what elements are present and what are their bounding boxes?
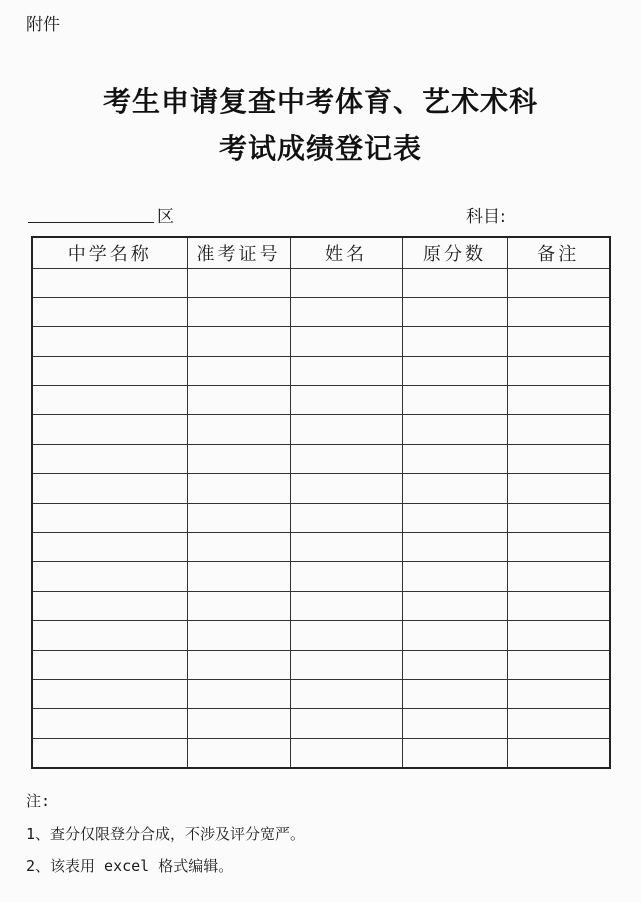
attachment-label: 附件 bbox=[26, 15, 60, 35]
table-cell[interactable] bbox=[290, 533, 402, 562]
table-cell[interactable] bbox=[32, 679, 187, 708]
table-cell[interactable] bbox=[507, 533, 610, 562]
table-cell[interactable] bbox=[290, 503, 402, 532]
table-cell[interactable] bbox=[32, 356, 187, 385]
table-cell[interactable] bbox=[32, 297, 187, 326]
table-cell[interactable] bbox=[507, 503, 610, 532]
table-cell[interactable] bbox=[290, 621, 402, 650]
table-cell[interactable] bbox=[187, 650, 290, 679]
notes-heading: 注: bbox=[26, 792, 51, 810]
table-cell[interactable] bbox=[187, 444, 290, 473]
table-cell[interactable] bbox=[507, 562, 610, 591]
table-cell[interactable] bbox=[507, 356, 610, 385]
table-cell[interactable] bbox=[507, 738, 610, 767]
table-cell[interactable] bbox=[290, 327, 402, 356]
district-label: 区 bbox=[157, 207, 174, 227]
table-cell[interactable] bbox=[187, 503, 290, 532]
table-row bbox=[32, 650, 610, 679]
table-cell[interactable] bbox=[402, 474, 507, 503]
table-cell[interactable] bbox=[402, 591, 507, 620]
table-cell[interactable] bbox=[402, 386, 507, 415]
table-cell[interactable] bbox=[187, 268, 290, 297]
table-cell[interactable] bbox=[290, 386, 402, 415]
table-cell[interactable] bbox=[187, 327, 290, 356]
registration-table bbox=[31, 236, 611, 769]
table-cell[interactable] bbox=[507, 709, 610, 738]
table-row bbox=[32, 297, 610, 326]
table-row bbox=[32, 709, 610, 738]
table-cell[interactable] bbox=[507, 679, 610, 708]
table-cell[interactable] bbox=[507, 621, 610, 650]
table-cell[interactable] bbox=[32, 650, 187, 679]
table-cell[interactable] bbox=[32, 709, 187, 738]
column-header-remarks: 备注 bbox=[507, 237, 610, 268]
district-blank-line bbox=[28, 222, 154, 223]
table-row bbox=[32, 621, 610, 650]
note-item-1: 1、查分仅限登分合成，不涉及评分宽严。 bbox=[26, 825, 306, 843]
note-item-2: 2、该表用 excel 格式编辑。 bbox=[26, 857, 234, 875]
table-cell[interactable] bbox=[187, 386, 290, 415]
table-cell[interactable] bbox=[507, 591, 610, 620]
table-cell[interactable] bbox=[402, 503, 507, 532]
column-header-name: 姓名 bbox=[290, 237, 402, 268]
table-row bbox=[32, 591, 610, 620]
table-cell[interactable] bbox=[402, 562, 507, 591]
table-cell[interactable] bbox=[187, 591, 290, 620]
table-cell[interactable] bbox=[290, 474, 402, 503]
table-cell[interactable] bbox=[402, 415, 507, 444]
subject-label: 科目: bbox=[466, 207, 506, 227]
table-row bbox=[32, 562, 610, 591]
table-cell[interactable] bbox=[402, 679, 507, 708]
table-cell[interactable] bbox=[507, 268, 610, 297]
table-row bbox=[32, 415, 610, 444]
table-body bbox=[32, 268, 610, 768]
table-cell[interactable] bbox=[290, 297, 402, 326]
table-cell[interactable] bbox=[187, 562, 290, 591]
table-cell[interactable] bbox=[32, 562, 187, 591]
table-cell[interactable] bbox=[402, 650, 507, 679]
table-cell[interactable] bbox=[402, 709, 507, 738]
table-row bbox=[32, 503, 610, 532]
table-row bbox=[32, 386, 610, 415]
table-cell[interactable] bbox=[187, 533, 290, 562]
table-cell[interactable] bbox=[507, 386, 610, 415]
column-header-original-score: 原分数 bbox=[402, 237, 507, 268]
form-title-line2: 考试成绩登记表 bbox=[218, 132, 422, 165]
table-cell[interactable] bbox=[507, 444, 610, 473]
table-cell[interactable] bbox=[32, 415, 187, 444]
table-cell[interactable] bbox=[402, 268, 507, 297]
table-cell[interactable] bbox=[290, 444, 402, 473]
table-cell[interactable] bbox=[187, 356, 290, 385]
table-cell[interactable] bbox=[402, 621, 507, 650]
column-header-school: 中学名称 bbox=[32, 237, 187, 268]
table-cell[interactable] bbox=[402, 738, 507, 767]
table-cell[interactable] bbox=[290, 268, 402, 297]
table-cell[interactable] bbox=[290, 709, 402, 738]
table-row bbox=[32, 533, 610, 562]
table-cell[interactable] bbox=[402, 444, 507, 473]
table-row bbox=[32, 327, 610, 356]
table-cell[interactable] bbox=[290, 679, 402, 708]
table-cell[interactable] bbox=[187, 415, 290, 444]
table-cell[interactable] bbox=[290, 591, 402, 620]
table-cell[interactable] bbox=[290, 356, 402, 385]
table-cell[interactable] bbox=[32, 621, 187, 650]
table-cell[interactable] bbox=[187, 297, 290, 326]
table-row bbox=[32, 356, 610, 385]
table-cell[interactable] bbox=[187, 738, 290, 767]
table-cell[interactable] bbox=[32, 327, 187, 356]
table-cell[interactable] bbox=[507, 415, 610, 444]
table-cell[interactable] bbox=[402, 356, 507, 385]
table-cell[interactable] bbox=[32, 533, 187, 562]
table-cell[interactable] bbox=[402, 533, 507, 562]
table-cell[interactable] bbox=[32, 386, 187, 415]
table-cell[interactable] bbox=[507, 474, 610, 503]
table-cell[interactable] bbox=[32, 591, 187, 620]
column-header-exam-id: 准考证号 bbox=[187, 237, 290, 268]
table-cell[interactable] bbox=[187, 474, 290, 503]
table-cell[interactable] bbox=[187, 679, 290, 708]
table-header-row bbox=[32, 237, 610, 268]
table-cell[interactable] bbox=[32, 268, 187, 297]
table-cell[interactable] bbox=[507, 327, 610, 356]
form-title-line1: 考生申请复查中考体育、艺术术科 bbox=[102, 85, 538, 118]
table-row bbox=[32, 444, 610, 473]
table-row bbox=[32, 738, 610, 767]
table-cell[interactable] bbox=[187, 709, 290, 738]
table-cell[interactable] bbox=[507, 297, 610, 326]
table-row bbox=[32, 679, 610, 708]
table-cell[interactable] bbox=[290, 650, 402, 679]
table-cell[interactable] bbox=[290, 415, 402, 444]
table-cell[interactable] bbox=[402, 327, 507, 356]
table-row bbox=[32, 474, 610, 503]
table-cell[interactable] bbox=[32, 444, 187, 473]
table-cell[interactable] bbox=[32, 474, 187, 503]
table-cell[interactable] bbox=[507, 650, 610, 679]
table-cell[interactable] bbox=[187, 621, 290, 650]
table-cell[interactable] bbox=[290, 562, 402, 591]
table-cell[interactable] bbox=[32, 738, 187, 767]
table-cell[interactable] bbox=[402, 297, 507, 326]
table-row bbox=[32, 268, 610, 297]
table-cell[interactable] bbox=[290, 738, 402, 767]
table-cell[interactable] bbox=[32, 503, 187, 532]
